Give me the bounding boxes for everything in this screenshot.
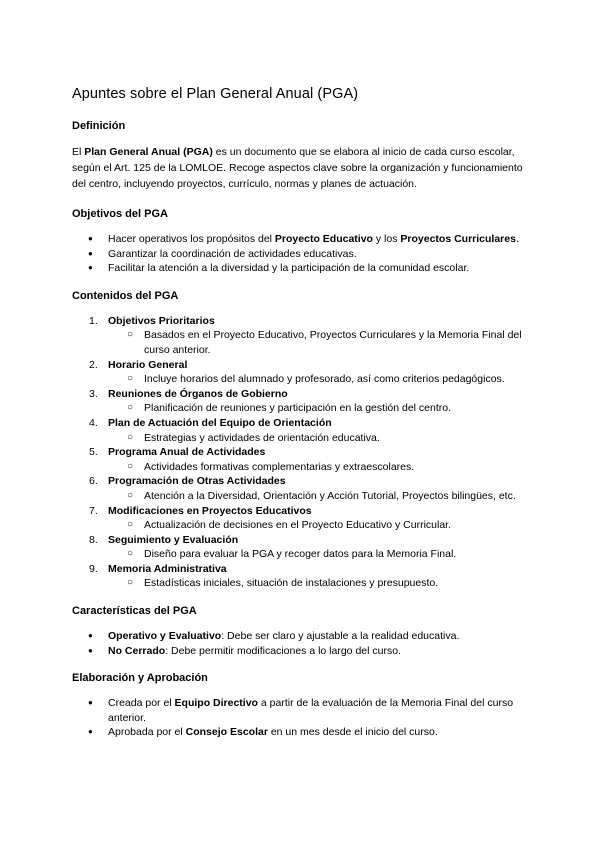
item-number: 3. — [89, 387, 98, 400]
definicion-paragraph — [72, 144, 530, 192]
heading-contenidos: Contenidos del PGA — [72, 289, 179, 302]
contenidos-item — [72, 562, 530, 577]
contenidos-subitem: ○ Incluye horarios del alumnado y profesorado, así como criterios pedagógicos. — [72, 372, 530, 387]
item-number: 6. — [89, 475, 98, 488]
contenidos-subitem: ○ Estrategias y actividades de orientación educativa. — [72, 431, 530, 446]
heading-objetivos: Objetivos del PGA — [72, 208, 168, 220]
text: Creada por el — [108, 697, 175, 710]
caracteristicas-list — [72, 629, 530, 658]
definicion-text-pre: El — [72, 146, 85, 158]
text: . — [515, 233, 519, 245]
contenidos-item — [72, 416, 530, 431]
item-number: 7. — [89, 504, 98, 517]
item-number: 5. — [89, 446, 98, 459]
contenidos-item — [72, 504, 530, 519]
contenidos-subitem: ○ Actualización de decisiones en el Proyecto Educativo y Curricular. — [72, 518, 530, 533]
item-title: Programación de Otras Actividades — [108, 475, 286, 488]
item-title: Memoria Administrativa — [108, 562, 227, 575]
item-title: Horario General — [108, 358, 188, 371]
item-title: Plan de Actuación del Equipo de Orientación — [108, 416, 332, 429]
list-item — [72, 696, 530, 725]
contenidos-subitem: ○ Basados en el Proyecto Educativo, Proyectos Curriculares y la Memoria Final del curso anterior. — [72, 328, 530, 357]
text: Hacer operativos los propósitos del — [108, 233, 275, 245]
item-title: Seguimiento y Evaluación — [108, 533, 239, 546]
bold-text: Operativo y Evaluativo — [108, 630, 222, 643]
list-item — [72, 629, 530, 644]
bold-text: Consejo Escolar — [185, 726, 268, 739]
item-number: 4. — [89, 416, 98, 429]
item-number: 8. — [89, 533, 98, 546]
contenidos-list — [72, 314, 530, 591]
item-title: Programa Anual de Actividades — [108, 446, 266, 459]
bold-text: No Cerrado — [108, 644, 166, 657]
contenidos-subitem: ○ Diseño para evaluar la PGA y recoger datos para la Memoria Final. — [72, 547, 530, 562]
contenidos-subitem: ○ Estadísticas iniciales, situación de instalaciones y presupuesto. — [72, 576, 530, 591]
contenidos-subitem: ○ Actividades formativas complementarias y extraescolares. — [72, 460, 530, 475]
list-item — [72, 232, 530, 247]
item-title: Reuniones de Órganos de Gobierno — [108, 387, 288, 400]
text: : Debe ser claro y ajustable a la realidad educativa. — [221, 630, 460, 643]
text: y los — [372, 233, 401, 245]
heading-definicion: Definición — [72, 120, 126, 132]
contenidos-subitem: ○ Planificación de reuniones y participación en la gestión del centro. — [72, 401, 530, 416]
contenidos-item — [72, 445, 530, 460]
elaboracion-list — [72, 696, 530, 740]
item-number: 9. — [89, 562, 98, 575]
heading-elaboracion: Elaboración y Aprobación — [72, 672, 208, 685]
document-title: Apuntes sobre el Plan General Anual (PGA) — [72, 86, 359, 102]
definicion-text-bold: Plan General Anual (PGA) — [84, 146, 213, 158]
objetivos-list — [72, 232, 530, 276]
contenidos-item — [72, 387, 530, 402]
contenidos-item — [72, 474, 530, 489]
text: Aprobada por el — [108, 726, 186, 739]
contenidos-item — [72, 314, 530, 329]
item-title: Modificaciones en Proyectos Educativos — [108, 504, 312, 517]
list-item: ● Facilitar la atención a la diversidad y la participación de la comunidad escolar. — [72, 261, 530, 276]
text: a partir de la evaluación de la Memoria Final del curso anterior. — [108, 697, 514, 724]
definicion-text-post: es un documento que se elabora al inicio de cada curso escolar, según el Art. 125 de la LOMLOE. Recoge aspectos clave sobre la organización y funcionamiento del centro, incluyendo proyectos, currículo, normas y planes de actuación. — [72, 146, 523, 190]
bold-text: Proyectos Curriculares — [400, 233, 516, 245]
item-number: 2. — [89, 358, 98, 371]
contenidos-item — [72, 358, 530, 373]
text: en un mes desde el inicio del curso. — [267, 726, 438, 739]
item-title: Objetivos Prioritarios — [108, 314, 215, 327]
bold-text: Proyecto Educativo — [274, 233, 373, 245]
text: : Debe permitir modificaciones a lo largo del curso. — [165, 644, 401, 657]
bold-text: Equipo Directivo — [174, 697, 258, 710]
contenidos-item — [72, 533, 530, 548]
list-item — [72, 644, 530, 659]
heading-caracteristicas: Características del PGA — [72, 605, 197, 618]
list-item: ● Garantizar la coordinación de actividades educativas. — [72, 247, 530, 262]
item-number: 1. — [89, 314, 98, 327]
list-item — [72, 725, 530, 740]
contenidos-subitem: ○ Atención a la Diversidad, Orientación y Acción Tutorial, Proyectos bilingües, etc. — [72, 489, 530, 504]
